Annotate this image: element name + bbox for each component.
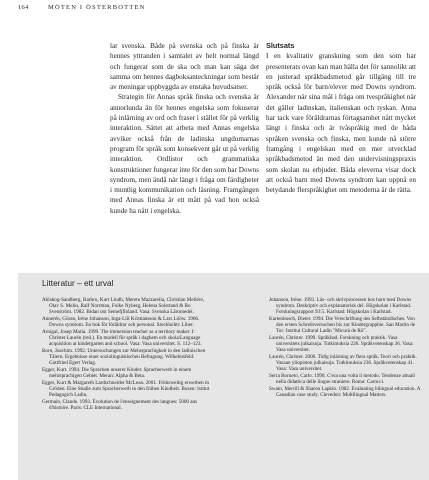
reference-entry: Serra Borneto, Carlo. 1998. C'era una volta il metodo. Tendenze attuali nella didattica delle lingue straniere. Roma: Carocci. [269, 372, 416, 386]
reference-entry: Arnigal, Josep Maria. 1999. The immersion teacher as a territory maker. I: Christer Laurén (red.). En modell för språk i daghem och skola/Language acquisition at kindergarten and school. Vasa: Vasa universitet. S. 112–123. [42, 328, 202, 348]
reference-entry: Germain, Claude. 1993. Évolution de l'enseignement des langues: 5000 ans d'histoire. Paris: CLE International. [42, 398, 198, 411]
literature-heading: Litteratur – ett urval [42, 278, 114, 288]
section-heading-slutsats: Slutsats [266, 41, 295, 50]
reference-entry: Egger, Kurt & Margareth Lardschneider McLean. 2001. Frühzweitig erwerben in Gröden. Eine Studie zum Spracherwerb in den frühen Kindheit. Bozen: Istitut Pedagogich Ladin. [42, 379, 210, 398]
reference-entry: Laurén, Christer. 2006. Tidig inlärning av flera språk. Teori och praktik. Vasaan yliopiston julkaisuja. Tutkimuksia 236. Språkvetenskap 41. Vasa: Vasa universitet. [269, 353, 417, 373]
body-paragraph: lar svenska. Både på svenska och på finska är hennes yttranden i samtalet av helt normal längd och fungerar som de ska och man kan säga det samma om hennes dagboksanteckningar som består av meningar uppbyggda av enstaka huvudsatser. [110, 42, 259, 92]
reference-entry: Born, Joachim. 1992. Untersuchungen zur Mehrsprachigkeit in den ladinischen Tälern. Ergebnisse einer soziolinguistischen Befragung. Wilhelmsfeld: Gottfried Egert Verlag. [42, 347, 206, 367]
reference-entry: Johanson, Irène. 1993. Läs- och skrivprocessen hos barn med Downs syndrom. Deskriptiv och explanatorisk del. Högskolan i Karlstad. Forskningsrapport 93:5. Karlstad: Högskolan i Karlstad. [269, 297, 412, 316]
conclusion-paragraph: I en kvalitativ granskning som den som har presenterats ovan kan man hälla det för sannolikt att en justerad språkbadsmetod går tillgäng till tre språk också för barn/elever med Downs syndrom. Alexander när sina mål i fråga om tvespråkighet när det gäller ladinskan, italienskan och tyskan. Anna har tack vare föräldrarnas förtagsamhet nått mycket längt i finska och är tvåspråkig med de båda språken svenska och finska, men kunde nå större framgång i engelskan med en mer utvecklad språkbadsmetod än med den undervisningspraxis som skolan nu erbjuder. Båda eleverna visar dock att också barn med Downs syndrom kan uppnå en betydande flerspråkighet om metoderna är de rätta. [266, 52, 416, 195]
reference-list-right [269, 297, 421, 399]
running-title: MÖTEN I ÖSTERBOTTEN [48, 4, 146, 11]
body-paragraph: Strategin för Annas språk finska och svenska är annorlunda än för hennes engelska som fokuserar på inlärning av ord och fraser i stället för på verklig interaktion. Sättet att arbeta med Annas engelska avviker också från de ladinska ungdomarnas program för språk som konsekvent går ut på verklig interaktion. Ordlistor och grammatiska konstruktioner fungerar inte för den som har Downs syndrom, men ändå när längt i fråga om färdigheter i muntlig kommunikation och läsning. Framgången med Annas finska är ett mått på vad hon också kunde ha nått i engelska. [110, 93, 259, 215]
body-column-left [110, 41, 259, 216]
reference-list-left [42, 297, 212, 411]
reference-entry: Ahlskog-Sandberg, Barbro, Kurt Lindh, Merete Mazzarella, Christian Mellére, Olav S. Melin, Ralf Norrman, Folke Nyberg, Helena Solstrand & Bo Svenström. 1982. Bidan om Semefjfinland. Vasa: Svenska Läromedel. [42, 297, 205, 316]
page-number: 164 [18, 4, 29, 11]
literature-box [18, 273, 429, 480]
running-header [18, 4, 411, 11]
reference-entry: Swain, Merrill & Sharon Lapkin. 1982. Evaluating bilingual education. A Canadian case study. Clevedon: Multilingual Matters. [269, 385, 421, 398]
body-column-right [266, 41, 416, 195]
reference-entry: Laurén, Christer. 1999. Språkbad. Forskning och praktik. Vasa universitets julkaisuja. Tutkimuksia 226. Språkvetenskap 36. Vasa: Vasa universitet. [269, 334, 414, 354]
reference-entry: Kartenbusch, Dieter. 1994. Die Verschriftung des Selbständisches. Von den ersten Schreibversuchen bis zur Kindergrapphie. San Martin de Tor: Institut Cultural Ladin "Micurà de Rü". [269, 315, 416, 335]
reference-entry: Annerén, Göran, Irène Johanson, Inga-Lill Kristiansson & Lars Lööw. 1966. Downs syndrom. En bok för föräldrar och personal. Stockholm: Liber. [42, 315, 200, 329]
reference-entry: Egger, Kurt. 1994. Die Sprachen unserer Kinder. Spracherwerb in einem mehrsprachigen Gebiet. Meran: Alpha & Beta. [42, 366, 192, 379]
